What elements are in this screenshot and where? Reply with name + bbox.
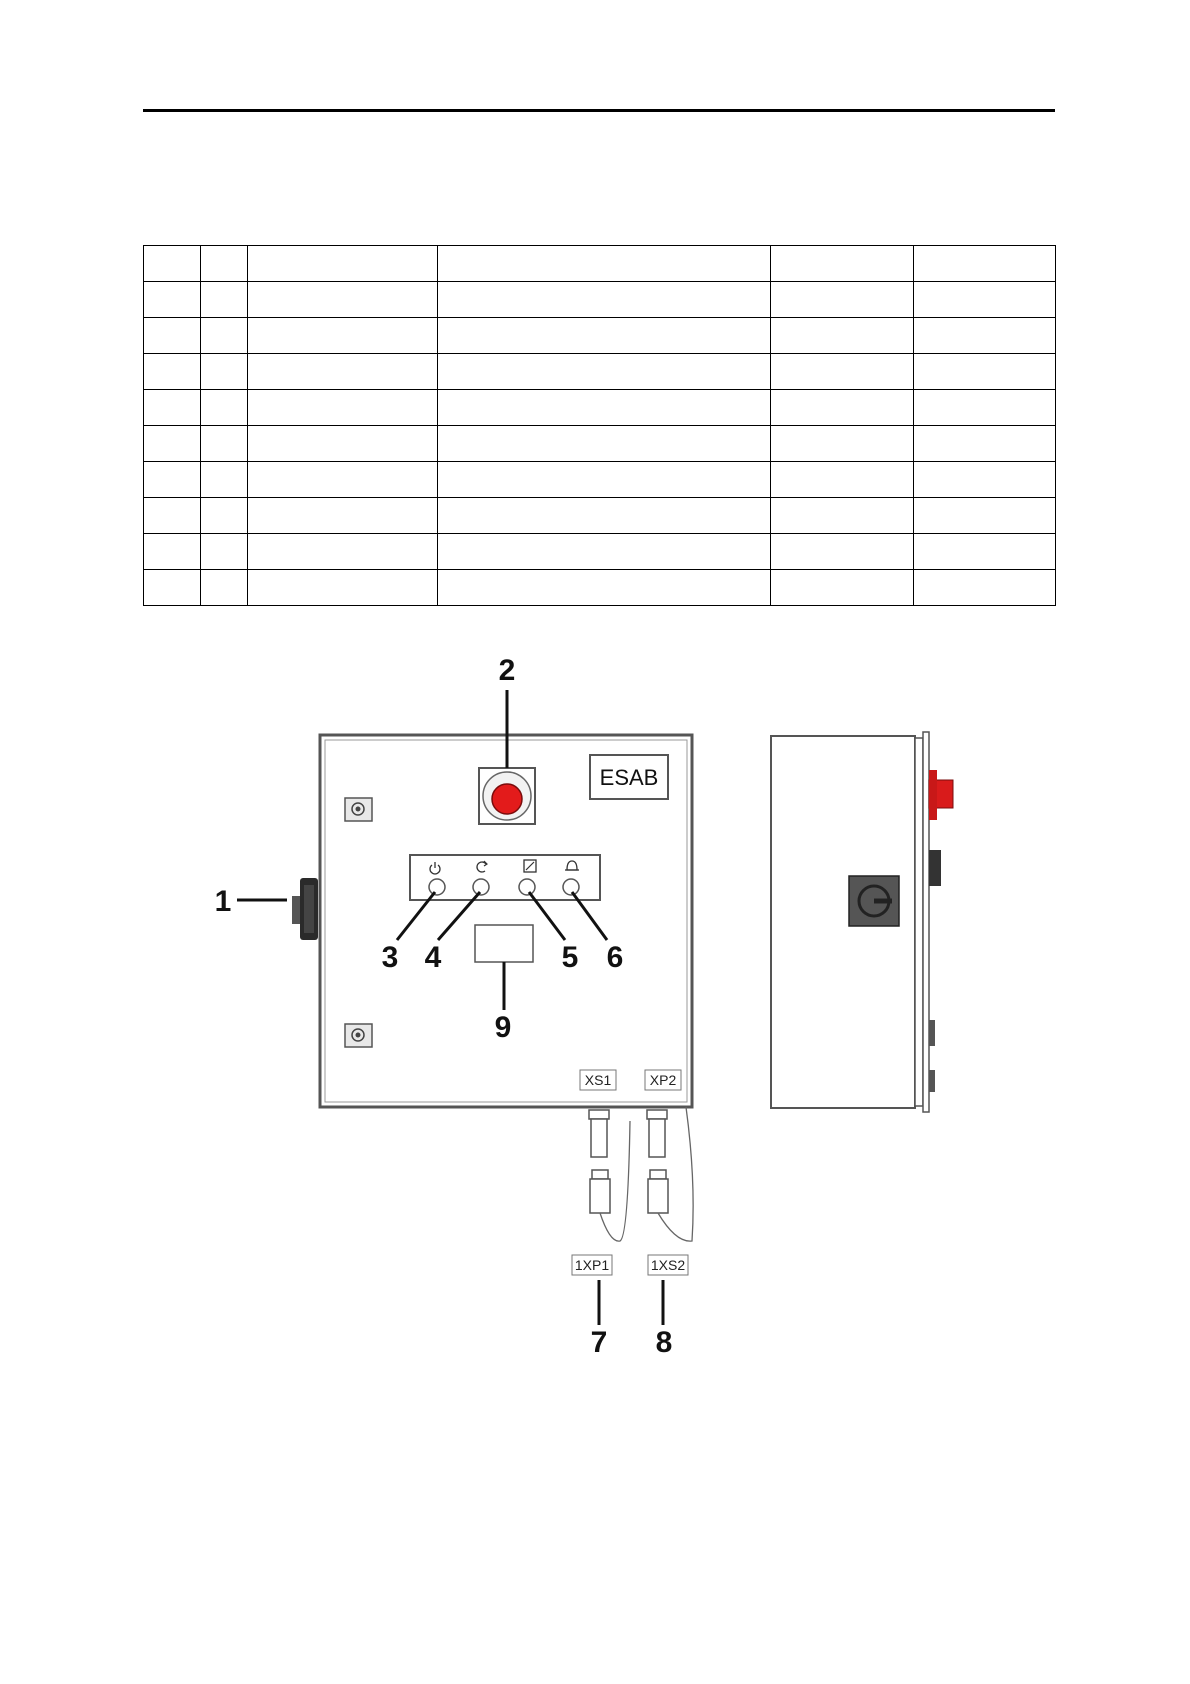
table-cell [771,318,914,354]
table-cell [201,426,248,462]
output-indicator-lamp [519,879,535,895]
socket-xs1 [589,1110,609,1157]
table-cell [201,318,248,354]
table-cell [248,246,438,282]
alarm-indicator-lamp [563,879,579,895]
table-row [144,462,1056,498]
table-row [144,282,1056,318]
table-cell [248,318,438,354]
connector-xp2 [645,1070,681,1090]
table-cell [248,570,438,606]
main-switch[interactable] [292,878,318,940]
table-cell [201,282,248,318]
display-window [475,925,533,962]
table-cell [201,390,248,426]
table-cell [914,354,1056,390]
table-cell [438,570,771,606]
screw-bottom [345,1024,372,1047]
table-cell [201,462,248,498]
plug-label-1xs2 [648,1255,688,1275]
table-row [144,498,1056,534]
callout-7: 7 [590,1326,608,1359]
table-cell [201,534,248,570]
power-indicator-lamp [429,879,445,895]
table-cell [914,282,1056,318]
table-cell [914,498,1056,534]
table-cell [771,282,914,318]
table-cell [438,498,771,534]
table-cell [201,570,248,606]
svg-text:XS1: XS1 [584,1072,612,1088]
table-cell [438,462,771,498]
callout-5: 5 [561,941,579,974]
screw-top [345,798,372,821]
table-cell [438,534,771,570]
side-view [771,732,953,1112]
table-cell [248,462,438,498]
table-cell [144,318,201,354]
table-cell [248,534,438,570]
connector-xs1 [580,1070,616,1090]
table-cell [771,354,914,390]
table-cell [144,498,201,534]
brand-label [590,755,668,799]
table-cell [248,498,438,534]
callout-3: 3 [381,941,399,974]
brand-text: ESAB [599,765,659,790]
table-cell [914,534,1056,570]
table-row [144,318,1056,354]
table-cell [248,282,438,318]
table-cell [201,246,248,282]
table-cell [248,426,438,462]
table-cell [771,570,914,606]
table-cell [438,354,771,390]
table-cell [771,534,914,570]
table-cell [248,390,438,426]
table-cell [914,246,1056,282]
table-cell [144,534,201,570]
blank-table [143,245,1056,606]
table-cell [771,426,914,462]
table-row [144,246,1056,282]
table-cell [144,390,201,426]
table-row [144,570,1056,606]
callout-2: 2 [498,654,516,687]
table-row [144,426,1056,462]
callout-1: 1 [214,885,232,918]
table-cell [438,426,771,462]
svg-text:1XS2: 1XS2 [650,1257,686,1273]
table-cell [771,498,914,534]
table-row [144,354,1056,390]
plug-label-1xp1 [572,1255,612,1275]
plug-1xs2 [648,1170,668,1213]
callout-6: 6 [606,941,624,974]
table-row [144,390,1056,426]
table-cell [248,354,438,390]
table-cell [914,318,1056,354]
table-cell [144,282,201,318]
table-cell [771,390,914,426]
svg-text:1XP1: 1XP1 [574,1257,610,1273]
callout-4: 4 [424,941,442,974]
table-cell [914,570,1056,606]
main-switch-side-icon [849,876,899,926]
callout-9: 9 [494,1011,512,1044]
table-cell [438,246,771,282]
table-body [144,246,1056,606]
plug-1xp1 [590,1170,610,1213]
table-cell [144,570,201,606]
table-row [144,534,1056,570]
table-cell [144,354,201,390]
table-cell [144,246,201,282]
control-box-figure [0,640,1190,1370]
table-cell [438,318,771,354]
emergency-stop-button[interactable] [479,768,535,824]
header-rule [143,109,1055,112]
table-cell [438,390,771,426]
table-cell [914,462,1056,498]
table-cell [201,498,248,534]
table-cell [771,462,914,498]
socket-xp2 [647,1110,667,1157]
table-cell [144,462,201,498]
table-cell [914,390,1056,426]
table-cell [771,246,914,282]
table-cell [201,354,248,390]
table-cell [914,426,1056,462]
reset-indicator-lamp [473,879,489,895]
svg-text:XP2: XP2 [649,1072,677,1088]
table-cell [438,282,771,318]
table-cell [144,426,201,462]
callout-8: 8 [655,1326,673,1359]
